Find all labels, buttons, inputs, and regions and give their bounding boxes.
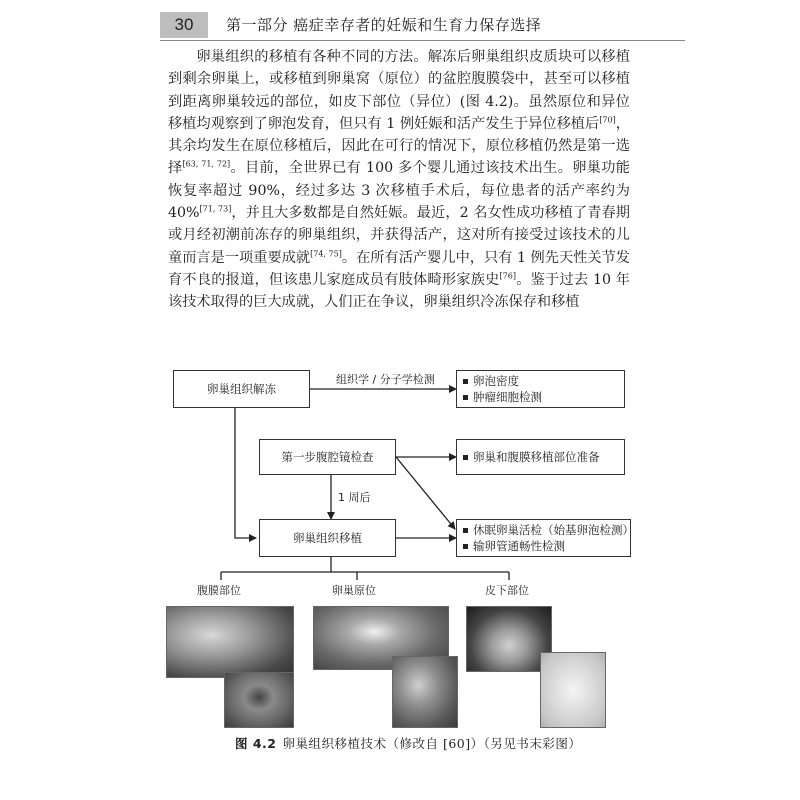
item-text: 输卵管通畅性检测 — [473, 539, 565, 553]
item-text: 肿瘤细胞检测 — [473, 390, 542, 404]
arrow-laparoscopy-to-checks — [396, 457, 455, 529]
box-histology-results — [456, 370, 625, 408]
citation: [70] — [599, 115, 616, 125]
bullet-icon — [463, 455, 468, 460]
photo-peritoneal-1 — [166, 606, 294, 678]
box-ovarian-transplant — [259, 519, 396, 557]
bullet-icon — [463, 528, 468, 533]
item-text: 卵巢和腹膜移植部位准备 — [473, 450, 600, 464]
caption-label: 图 4.2 — [235, 736, 277, 751]
page-number: 30 — [160, 12, 208, 38]
box-ovarian-tissue-thaw — [173, 370, 310, 408]
text-run: 。目前，全世界已有 100 多个婴儿通过该技术出生。卵巢功能恢复率超过 90%，经过多达 3 次移植手术后，每位患者的活产率约为 40% — [168, 160, 630, 222]
label-peritoneal-site: 腹膜部位 — [197, 584, 241, 597]
box-label: 第一步腹腔镜检查 — [281, 450, 374, 464]
list-item — [457, 522, 634, 538]
photo-subcutaneous-2 — [540, 652, 606, 728]
box-label: 卵巢组织解冻 — [207, 382, 276, 396]
bullet-icon — [463, 379, 468, 384]
list-item — [457, 373, 624, 389]
citation: [76] — [499, 271, 516, 281]
text-run: 。在所有活产婴儿中，只有 1 例先天性关节发育不良的报道，但该患儿家庭成员有肢体畸形家族史 — [168, 249, 630, 288]
box-label: 卵巢组织移植 — [293, 531, 362, 545]
caption-text: 卵巢组织移植技术（修改自 [60]）（另见书末彩图） — [282, 736, 582, 751]
text-run: 。鉴于过去 10 年该技术取得的巨大成就，人们正在争议，卵巢组织冷冻保存和移植 — [168, 271, 630, 311]
bullet-icon — [463, 544, 468, 549]
figure-caption — [235, 734, 581, 752]
citation: [71, 73] — [199, 204, 232, 214]
bullet-icon — [463, 395, 468, 400]
chapter-title: 第一部分 癌症幸存者的妊娠和生育力保存选择 — [226, 16, 542, 34]
item-text: 卵泡密度 — [473, 374, 519, 388]
box-post-transplant-checks — [456, 519, 634, 557]
list-item — [457, 389, 624, 405]
list-item — [457, 538, 630, 554]
label-subcutaneous-site: 皮下部位 — [485, 584, 529, 597]
photo-orthotopic-2 — [392, 656, 458, 728]
arrow-thaw-to-transplant — [235, 408, 256, 538]
text-run: 卵巢组织的移植有各种不同的方法。解冻后卵巢组织皮质块可以移植到剩余卵巢上，或移植到卵巢窝（原位）的盆腔腹膜袋中，甚至可以移植到距离卵巢较远的部位，如皮下部位（异位）(图 4.2)。虽然原位和异位移植均观察到了卵泡发育，但只有 1 例妊娠和活产发生于异位移植后 — [168, 49, 630, 132]
citation: [63, 71, 72] — [182, 159, 231, 169]
text-run: ，其余均发生在原位移植后，因此在可行的情况下，原位移植仍然是第一选择 — [168, 115, 630, 177]
box-site-preparation — [456, 439, 625, 475]
box-laparoscopy — [259, 439, 396, 475]
list-item — [457, 449, 600, 465]
citation: [74, 75] — [310, 248, 342, 258]
text-run: ，并且大多数都是自然妊娠。最近，2 名女性成功移植了青春期或月经初潮前冻存的卵巢组织，并获得活产，这对所有接受过该技术的儿童而言是一项重要成就 — [168, 205, 630, 266]
label-histology-testing: 组织学 / 分子学检测 — [336, 373, 435, 386]
label-orthotopic-site: 卵巢原位 — [332, 584, 376, 597]
item-text: 休眠卵巢活检（始基卵泡检测） — [473, 523, 634, 537]
photo-peritoneal-2 — [224, 672, 294, 728]
label-one-week-later: 1 周后 — [338, 491, 371, 504]
